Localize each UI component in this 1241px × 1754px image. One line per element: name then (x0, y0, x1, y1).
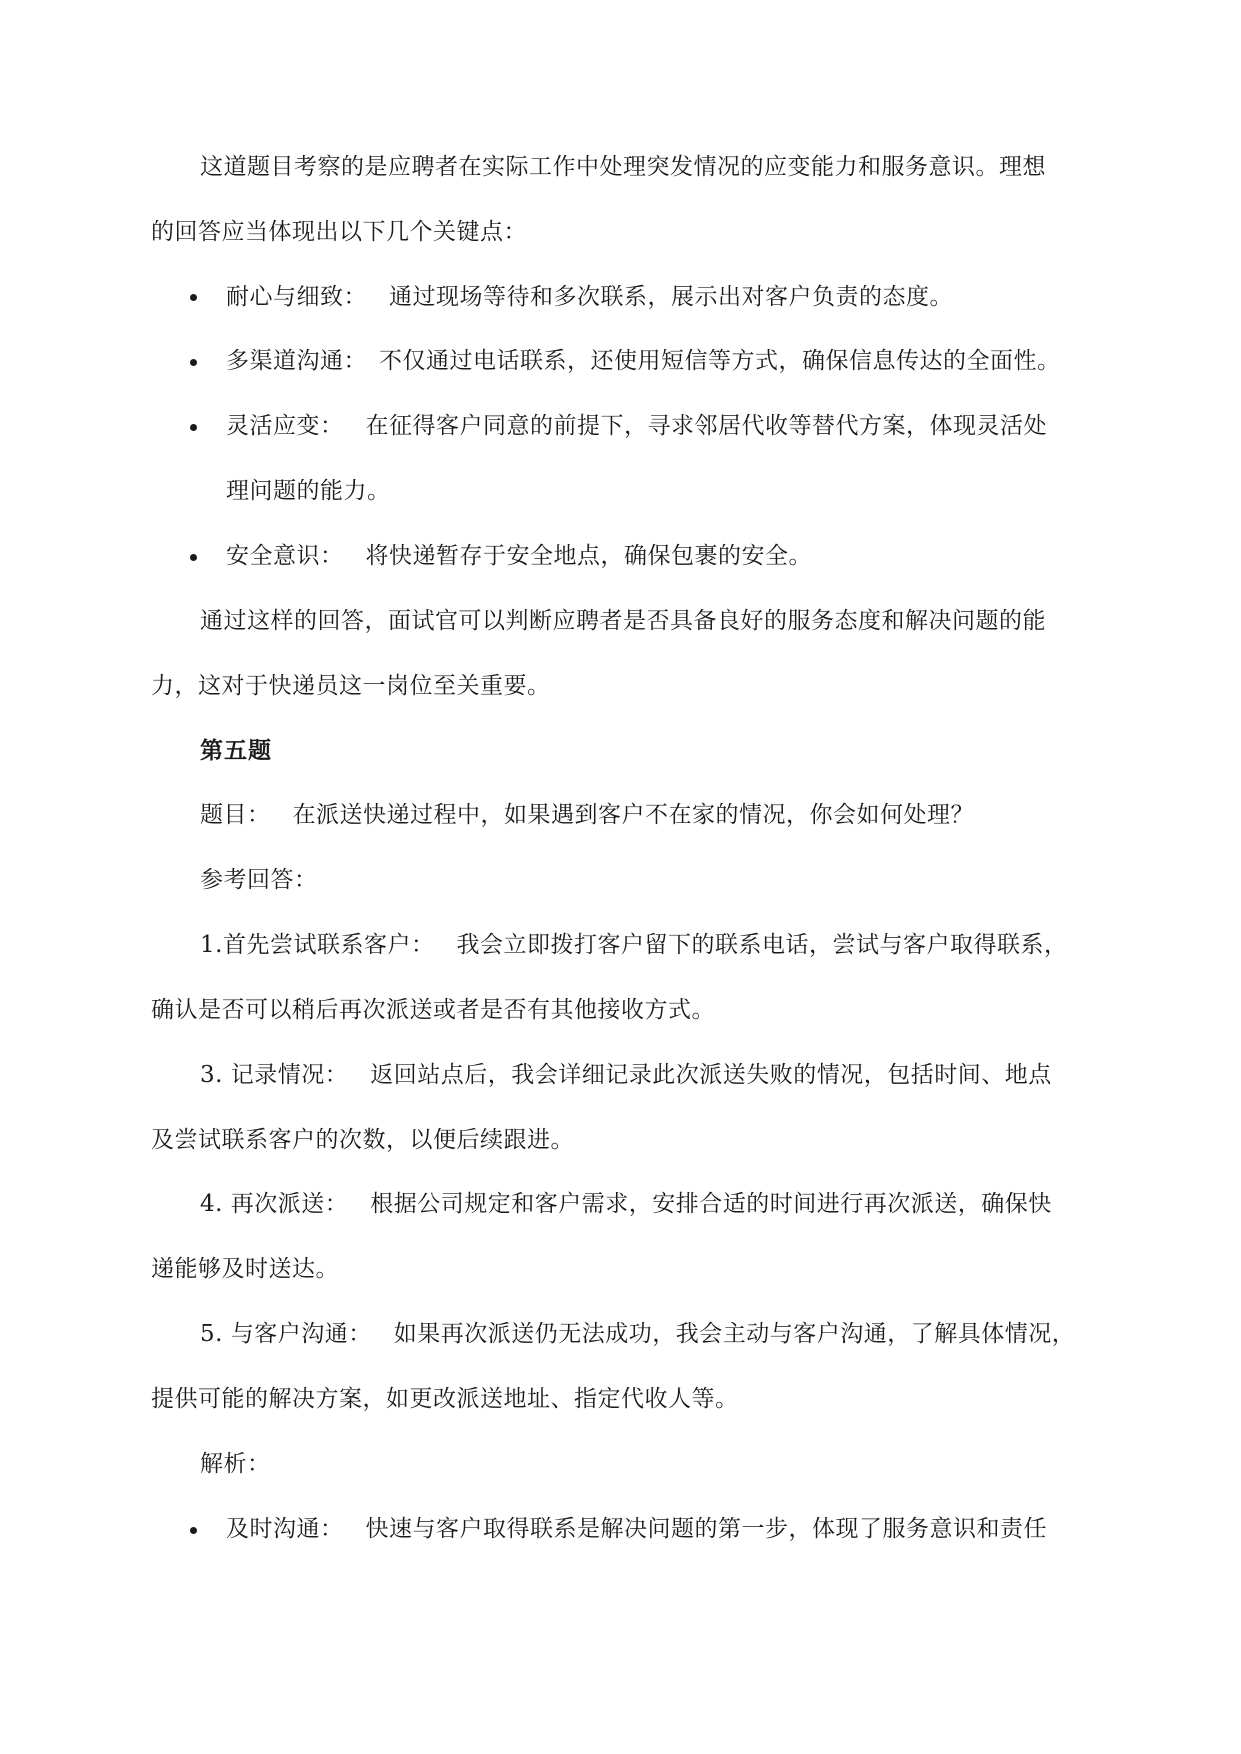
answer-text: 如果再次派送仍无法成功，我会主动与客户沟通，了解具体情况， (393, 1321, 1076, 1347)
answer-4 (200, 1189, 1052, 1219)
answer-label: 4. 再次派送： (200, 1191, 349, 1217)
analysis-point-label: 及时沟通： (226, 1516, 344, 1542)
answer-3 (200, 1060, 1052, 1090)
conclusion-line-2: 力，这对于快递员这一岗位至关重要。 (151, 673, 551, 699)
key-point-label: 灵活应变： (226, 413, 344, 439)
key-point-3-continuation: 理问题的能力。 (226, 478, 391, 504)
bullet-icon (190, 359, 197, 366)
reference-label: 参考回答： (200, 867, 318, 893)
key-point-4 (226, 541, 812, 571)
bullet-icon (190, 1527, 197, 1534)
answer-1 (200, 930, 1067, 960)
answer-text: 根据公司规定和客户需求，安排合适的时间进行再次派送，确保快 (370, 1191, 1052, 1217)
bullet-icon (190, 554, 197, 561)
bullet-icon (190, 294, 197, 301)
bullet-icon (190, 424, 197, 431)
key-point-label: 多渠道沟通： (226, 348, 367, 374)
question-label: 题目： (200, 802, 271, 828)
answer-label: 5. 与客户沟通： (200, 1321, 372, 1347)
key-point-label: 安全意识： (226, 543, 344, 569)
key-point-text: 将快递暂存于安全地点，确保包裹的安全。 (365, 543, 812, 569)
key-point-2 (226, 346, 1061, 376)
answer-label: 3. 记录情况： (200, 1062, 349, 1088)
analysis-point-text: 快速与客户取得联系是解决问题的第一步，体现了服务意识和责任 (365, 1516, 1047, 1542)
key-point-text: 通过现场等待和多次联系，展示出对客户负责的态度。 (389, 284, 953, 310)
key-point-3 (226, 411, 1047, 441)
answer-5 (200, 1319, 1075, 1349)
answer-text: 我会立即拨打客户留下的联系电话，尝试与客户取得联系， (456, 932, 1068, 958)
answer-5-continuation: 提供可能的解决方案，如更改派送地址、指定代收人等。 (151, 1386, 739, 1412)
key-point-1 (226, 282, 953, 312)
answer-text: 返回站点后，我会详细记录此次派送失败的情况，包括时间、地点 (370, 1062, 1052, 1088)
analysis-point-1 (226, 1514, 1047, 1544)
answer-3-continuation: 及尝试联系客户的次数，以便后续跟进。 (151, 1127, 574, 1153)
intro-line-2: 的回答应当体现出以下几个关键点： (151, 219, 527, 245)
answer-1-continuation: 确认是否可以稍后再次派送或者是否有其他接收方式。 (151, 997, 715, 1023)
analysis-label: 解析： (200, 1451, 271, 1477)
intro-line-1: 这道题目考察的是应聘者在实际工作中处理突发情况的应变能力和服务意识。理想 (200, 154, 1046, 180)
answer-label: 1.首先尝试联系客户： (200, 932, 435, 958)
key-point-text: 在征得客户同意的前提下，寻求邻居代收等替代方案，体现灵活处 (365, 413, 1047, 439)
answer-4-continuation: 递能够及时送达。 (151, 1256, 339, 1282)
question-text: 在派送快递过程中，如果遇到客户不在家的情况，你会如何处理？ (292, 802, 974, 828)
question (200, 800, 974, 830)
key-point-text: 不仅通过电话联系，还使用短信等方式，确保信息传达的全面性。 (379, 348, 1061, 374)
key-point-label: 耐心与细致： (226, 284, 367, 310)
conclusion-line-1: 通过这样的回答，面试官可以判断应聘者是否具备良好的服务态度和解决问题的能 (200, 608, 1046, 634)
section-title: 第五题 (200, 738, 272, 764)
